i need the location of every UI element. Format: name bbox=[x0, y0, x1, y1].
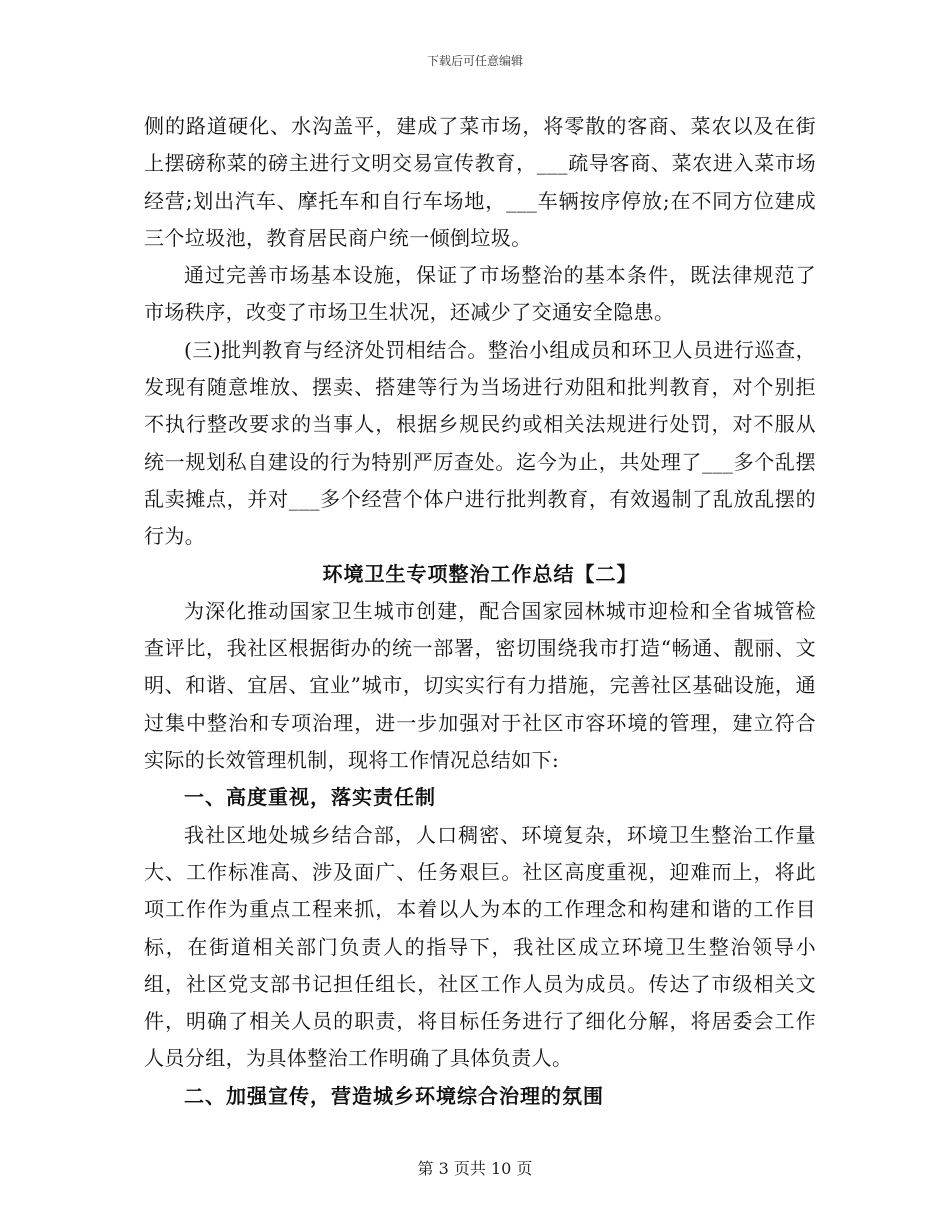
paragraph-4: 为深化推动国家卫生城市创建，配合国家园林城市迎检和全省城管检查评比，我社区根据街办的统一部署，密切围绕我市打造“畅通、靓丽、文明、和谐、宜居、宜业”城市，切实实行有力措施，完善社区基础设施，通过集中整治和专项治理，进一步加强对于社区市容环境的管理，建立符合实际的长效管理机制，现将工作情况总结如下: bbox=[144, 598, 816, 773]
paragraph-5: 我社区地处城乡结合部，人口稠密、环境复杂，环境卫生整治工作量大、工作标准高、涉及面广、任务艰巨。社区高度重视，迎难而上，将此项工作作为重点工程来抓，本着以人为本的工作理念和构建和谐的工作目标，在街道相关部门负责人的指导下，我社区成立环境卫生整治领导小组，社区党支部书记担任组长，社区工作人员为成员。传达了市级相关文件，明确了相关人员的职责，将目标任务进行了细化分解，将居委会工作人员分组，为具体整治工作明确了具体负责人。 bbox=[144, 822, 816, 1071]
heading-2: 二、加强宣传，营造城乡环境综合治理的氛围 bbox=[184, 1083, 604, 1108]
page-number: 第 3 页共 10 页 bbox=[417, 1159, 533, 1178]
document-body bbox=[144, 108, 816, 1115]
page-header: 下载后可任意编辑 bbox=[426, 54, 523, 68]
section-title: 环境卫生专项整治工作总结【二】 bbox=[322, 561, 638, 586]
paragraph-3: (三)批判教育与经济处罚相结合。整治小组成员和环卫人员进行巡查，发现有随意堆放、摆卖、搭建等行为当场进行劝阻和批判教育，对个别拒不执行整改要求的当事人，根据乡规民约或相关法规进行处罚，对不服从统一规划私自建设的行为特别严厉查处。迄今为止，共处理了___多个乱摆乱卖摊点，并对___多个经营个体户进行批判教育，有效遏制了乱放乱摆的行为。 bbox=[144, 337, 816, 549]
paragraph-2: 通过完善市场基本设施，保证了市场整治的基本条件，既法律规范了市场秩序，改变了市场卫生状况，还减少了交通安全隐患。 bbox=[144, 263, 816, 325]
paragraph-1: 侧的路道硬化、水沟盖平，建成了菜市场，将零散的客商、菜农以及在街上摆磅称菜的磅主进行文明交易宣传教育，___疏导客商、菜农进入菜市场经营;划出汽车、摩托车和自行车场地，___车辆按序停放;在不同方位建成三个垃圾池，教育居民商户统一倾倒垃圾。 bbox=[144, 114, 816, 250]
heading-1: 一、高度重视，落实责任制 bbox=[184, 785, 436, 810]
